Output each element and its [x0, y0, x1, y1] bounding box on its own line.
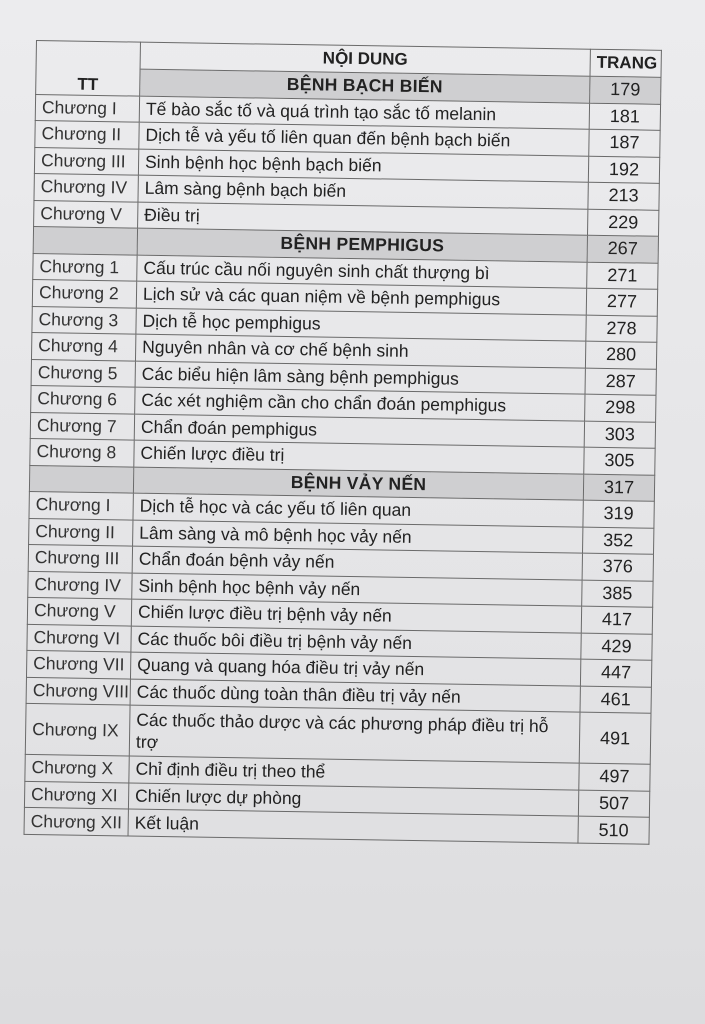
chapter-page: 507	[578, 790, 649, 818]
chapter-number: Chương 7	[30, 412, 134, 440]
chapter-title: Các thuốc thảo dược và các phương pháp điều trị hỗ trợ	[129, 705, 580, 763]
chapter-number: Chương 8	[30, 438, 134, 466]
chapter-number: Chương 1	[33, 253, 137, 281]
chapter-page: 213	[588, 182, 659, 210]
chapter-title: Các thuốc dùng toàn thân điều trị vảy nến	[130, 679, 580, 713]
chapter-number: Chương VI	[27, 624, 131, 652]
chapter-number: Chương IV	[28, 571, 132, 599]
chapter-title: Lâm sàng bệnh bạch biến	[138, 175, 588, 209]
chapter-title: Nguyên nhân và cơ chế bệnh sinh	[135, 334, 585, 368]
chapter-page: 461	[580, 686, 651, 714]
section-tt-cell	[29, 465, 133, 493]
chapter-title: Cấu trúc cầu nối nguyên sinh chất thượng bì	[137, 255, 587, 289]
section-title: BỆNH VẢY NẾN	[133, 467, 583, 501]
chapter-number: Chương XII	[24, 807, 128, 836]
chapter-number: Chương III	[34, 147, 138, 175]
chapter-number: Chương II	[29, 518, 133, 546]
chapter-page: 497	[579, 763, 650, 791]
chapter-title: Chẩn đoán bệnh vảy nến	[132, 546, 582, 580]
chapter-page: 277	[586, 288, 657, 316]
chapter-page: 319	[583, 500, 654, 528]
chapter-title: Các biểu hiện lâm sàng bệnh pemphigus	[135, 361, 585, 395]
chapter-number: Chương XI	[24, 781, 128, 809]
chapter-number: Chương 6	[31, 385, 135, 413]
header-tt: TT	[36, 41, 141, 96]
chapter-page: 229	[588, 209, 659, 237]
chapter-title: Sinh bệnh học bệnh vảy nến	[132, 573, 582, 607]
section-page: 179	[590, 76, 661, 104]
chapter-page: 305	[584, 447, 655, 475]
chapter-title: Dịch tễ học và các yếu tố liên quan	[133, 493, 583, 527]
chapter-number: Chương 2	[32, 279, 136, 307]
chapter-number: Chương V	[27, 597, 131, 625]
table-of-contents	[24, 40, 662, 845]
chapter-number: Chương IX	[25, 703, 130, 756]
chapter-page: 510	[578, 816, 649, 844]
chapter-page: 352	[583, 527, 654, 555]
chapter-page: 385	[582, 580, 653, 608]
chapter-title: Các thuốc bôi điều trị bệnh vảy nến	[131, 626, 581, 660]
header-page: TRANG	[590, 49, 661, 77]
chapter-number: Chương VII	[26, 650, 130, 678]
chapter-number: Chương V	[34, 200, 138, 228]
header-content: NỘI DUNG	[140, 42, 590, 76]
toc-body	[24, 94, 661, 844]
chapter-page: 298	[585, 394, 656, 422]
chapter-title: Dịch tễ và yếu tố liên quan đến bệnh bạch biến	[139, 122, 589, 156]
chapter-title: Quang và quang hóa điều trị vảy nến	[130, 652, 580, 686]
chapter-page: 192	[588, 156, 659, 184]
chapter-page: 271	[587, 262, 658, 290]
section-title: BỆNH BẠCH BIẾN	[140, 69, 590, 103]
chapter-number: Chương II	[35, 120, 139, 148]
section-title: BỆNH PEMPHIGUS	[137, 228, 587, 262]
chapter-page: 187	[589, 129, 660, 157]
chapter-number: Chương 4	[31, 332, 135, 360]
chapter-number: Chương III	[28, 544, 132, 572]
chapter-title: Tế bào sắc tố và quá trình tạo sắc tố melanin	[139, 96, 589, 130]
chapter-number: Chương X	[25, 754, 129, 782]
chapter-title: Chiến lược dự phòng	[128, 783, 578, 817]
section-page: 267	[587, 235, 658, 263]
chapter-title: Chẩn đoán pemphigus	[134, 414, 584, 448]
chapter-title: Sinh bệnh học bệnh bạch biến	[138, 149, 588, 183]
chapter-number: Chương VIII	[26, 677, 130, 705]
chapter-number: Chương I	[35, 94, 139, 122]
section-tt-cell	[33, 226, 137, 254]
chapter-title: Các xét nghiệm cần cho chẩn đoán pemphigus	[135, 387, 585, 421]
chapter-number: Chương 3	[32, 306, 136, 334]
chapter-title: Chỉ định điều trị theo thể	[129, 756, 579, 790]
chapter-page: 376	[582, 553, 653, 581]
chapter-title: Điều trị	[138, 202, 588, 236]
chapter-number: Chương 5	[31, 359, 135, 387]
chapter-title: Lịch sử và các quan niệm về bệnh pemphigus	[136, 281, 586, 315]
chapter-title: Lâm sàng và mô bệnh học vảy nến	[133, 520, 583, 554]
section-page: 317	[583, 474, 654, 502]
chapter-title: Dịch tễ học pemphigus	[136, 308, 586, 342]
chapter-title: Kết luận	[128, 809, 578, 843]
chapter-page: 491	[579, 712, 651, 764]
chapter-page: 429	[581, 633, 652, 661]
chapter-title: Chiến lược điều trị bệnh vảy nến	[131, 599, 581, 633]
chapter-page: 287	[585, 368, 656, 396]
chapter-page: 447	[580, 659, 651, 687]
chapter-page: 181	[589, 103, 660, 131]
chapter-title: Chiến lược điều trị	[134, 440, 584, 474]
chapter-page: 280	[585, 341, 656, 369]
chapter-page: 278	[586, 315, 657, 343]
chapter-number: Chương IV	[34, 173, 138, 201]
chapter-page: 417	[581, 606, 652, 634]
chapter-page: 303	[584, 421, 655, 449]
chapter-number: Chương I	[29, 491, 133, 519]
